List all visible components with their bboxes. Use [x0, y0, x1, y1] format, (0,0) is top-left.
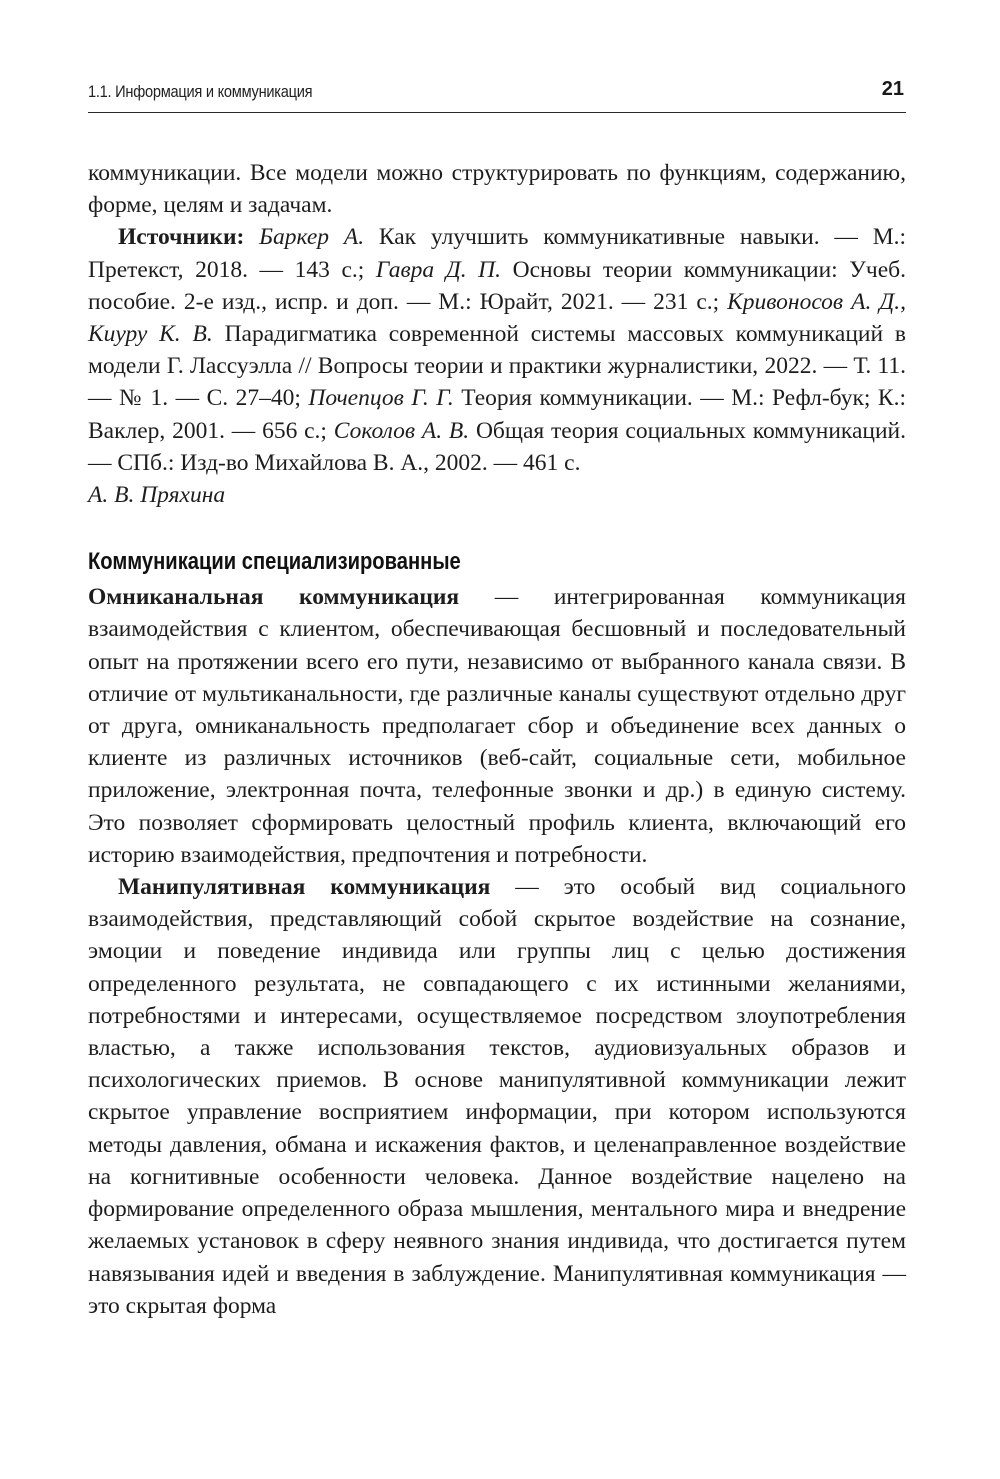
running-header: [88, 78, 906, 113]
source-text: Основы теории коммуникации: Учеб. пособие. 2-е изд., испр. и доп. — М.: Юрайт, 2021. — 231 с.;: [88, 256, 906, 315]
intro-paragraph: коммуникации. Все модели можно структурировать по функциям, содержанию, форме, целям и задачам.: [88, 160, 906, 219]
page-body: [88, 157, 906, 1322]
source-author: Кривоносов А. Д., Киуру К. В.: [88, 288, 906, 348]
source-author: Баркер А.: [259, 224, 365, 251]
entry-term: Омниканальная коммуникация: [88, 584, 460, 611]
source-text: Теория коммуникации. — М.: Рефл-бук; К.: Ваклер, 2001. — 656 с.;: [88, 385, 906, 444]
source-author: Почепцов Г. Г.: [308, 385, 454, 412]
source-text: Как улучшить коммуникативные навыки. — М.: Претекст, 2018. — 143 с.;: [88, 224, 906, 283]
entry-term: Манипулятивная коммуникация: [118, 874, 491, 901]
sources-label: Источники:: [118, 224, 245, 251]
page-number: 21: [881, 78, 904, 100]
source-author: Соколов А. В.: [333, 417, 470, 444]
author-signature: А. В. Пряхина: [88, 482, 226, 509]
entry-definition: — это особый вид социального взаимодействия, представляющий собой скрытое воздействие на сознание, эмоции и поведение индивида или группы лиц с целью достижения определенного результата, не совпадающего с их истинными желаниями, потребностями и интересами, осуществляемое посредством злоупотребления властью, а также использования текстов, аудиовизуальных образов и психологических приемов. В основе манипулятивной коммуникации лежит скрытое управление восприятием информации, при котором используются методы давления, обмана и искажения фактов, и целенаправленное воздействие на когнитивные особенности человека. Данное воздействие нацелено на формирование определенного образа мышления, ментального мира и внедрение желаемых установок в сферу неявного знания индивида, что достигается путем навязывания идей и введения в заблуждение. Манипулятивная коммуникация — это скрытая форма: [88, 874, 907, 1319]
running-title: 1.1. Информация и коммуникация: [88, 82, 313, 101]
source-author: Гавра Д. П.: [375, 256, 502, 283]
entry-manipulative: [88, 871, 906, 1322]
sources-paragraph: [88, 221, 906, 479]
entry-omnichannel: [88, 581, 906, 871]
source-text: Общая теория социальных коммуникаций. — СПб.: Изд-во Михайлова В. А., 2002. — 461 с.: [88, 417, 906, 476]
source-text: Парадигматика современной системы массовых коммуникаций в модели Г. Лассуэлла // Вопросы теории и практики журналистики, 2022. — Т. 11. — № 1. — С. 27–40;: [88, 321, 906, 412]
entry-definition: — интегрированная коммуникация взаимодействия с клиентом, обеспечивающая бесшовный и последовательный опыт на протяжении всего его пути, независимо от выбранного канала связи. В отличие от мультиканальности, где различные каналы существуют отдельно друг от друга, омниканальность предполагает сбор и объединение всех данных о клиенте из различных источников (веб-сайт, социальные сети, мобильное приложение, электронная почта, телефонные звонки и др.) в единую систему. Это позволяет сформировать целостный профиль клиента, включающий его историю взаимодействия, предпочтения и потребности.: [88, 584, 906, 868]
section-heading: Коммуникации специализированные: [88, 548, 461, 576]
